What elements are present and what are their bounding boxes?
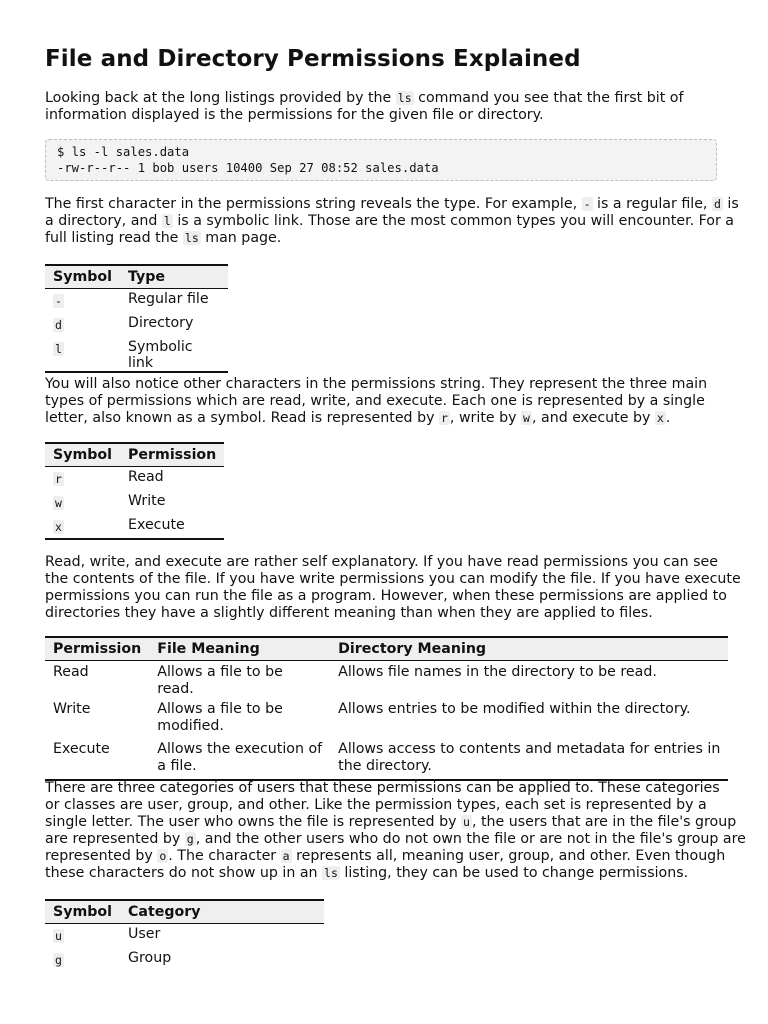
- table-row: d Directory: [55, 314, 194, 332]
- table-header: File Meaning: [149, 637, 330, 661]
- page-title: File and Directory Permissions Explained: [45, 46, 581, 72]
- category-paragraph: There are three categories of users that these permissions can be applied to. These categories or classes are user, group, and other. Like the permission types, each set is represented by a single letter. The user who owns the file is represented by u , the users that are in the file's group are represented by g , and the other users who do not own the file or are not in the file's group are represented by o . The character a represents all, meaning user, group, and other. Even though these characters do not show up in an ls listing, they can be used to change permissions.: [45, 780, 746, 881]
- inline-code: l: [163, 214, 171, 228]
- code-block: [45, 139, 717, 181]
- table-row: l Symbolic link: [45, 337, 228, 372]
- permission-paragraph: You will also notice other characters in the permissions string. They represent the three main types of permissions which are read, write, and execute. Each one is represented by a single letter, also known as a symbol. Read is represented by r , write by w , and execute by x .: [45, 376, 708, 426]
- inline-code: w: [523, 411, 530, 425]
- category-table: [45, 899, 324, 972]
- table-row: Write Allows a file to be modified. Allows entries to be modified within the directory.: [53, 701, 691, 734]
- table-header: Category: [120, 900, 324, 924]
- table-row: x Execute: [45, 515, 224, 539]
- table-row: Read Allows a file to be read. Allows file names in the directory to be read.: [53, 664, 657, 697]
- inline-code: r: [440, 411, 448, 425]
- table-row: r Read: [55, 469, 164, 486]
- inline-code: ls: [184, 231, 199, 245]
- table-header: Symbol: [45, 265, 120, 289]
- type-paragraph: The first character in the permissions string reveals the type. For example, - is a regular file, d is a directory, and l is a symbolic link. Those are the most common types you will encounter. For a full listing read the ls man page.: [45, 196, 739, 246]
- inline-code: ls: [397, 91, 412, 105]
- inline-code: x: [656, 411, 664, 425]
- inline-code: u: [463, 815, 470, 829]
- code-line: -rw-r--r-- 1 bob users 10400 Sep 27 08:52 sales.data: [57, 161, 439, 175]
- table-header: Type: [120, 265, 228, 289]
- code-line: $ ls -l sales.data: [57, 145, 190, 159]
- inline-code: o: [159, 849, 167, 863]
- table-header: Directory Meaning: [330, 637, 728, 661]
- table-row: w Write: [55, 492, 166, 510]
- table-row: g Group: [55, 949, 172, 967]
- inline-code: -: [583, 197, 591, 211]
- intro-paragraph: Looking back at the long listings provided by the ls command you see that the first bit of information displayed is the permissions for the given file or directory.: [45, 90, 684, 123]
- table-row: u User: [55, 926, 161, 943]
- type-table: [45, 264, 228, 373]
- table-header: Permission: [45, 637, 149, 661]
- table-header: Permission: [120, 443, 224, 467]
- inline-code: g: [186, 832, 194, 846]
- permission-table: [45, 442, 224, 540]
- inline-code: a: [282, 849, 290, 863]
- table-row: Execute Allows the execution of a file. Allows access to contents and metadata for entries in the directory.: [45, 741, 728, 780]
- rwx-paragraph: Read, write, and execute are rather self explanatory. If you have read permissions you can see the contents of the file. If you have write permissions you can modify the file. If you have execute permissions you can run the file as a program. However, when these permissions are applied to directories they have a slightly different meaning than when they are applied to files.: [45, 554, 741, 621]
- inline-code: d: [713, 197, 721, 211]
- table-header: Symbol: [45, 900, 120, 924]
- inline-code: ls: [324, 866, 338, 880]
- meaning-table: [45, 636, 728, 781]
- table-header: Symbol: [45, 443, 120, 467]
- table-row: - Regular file: [55, 291, 209, 308]
